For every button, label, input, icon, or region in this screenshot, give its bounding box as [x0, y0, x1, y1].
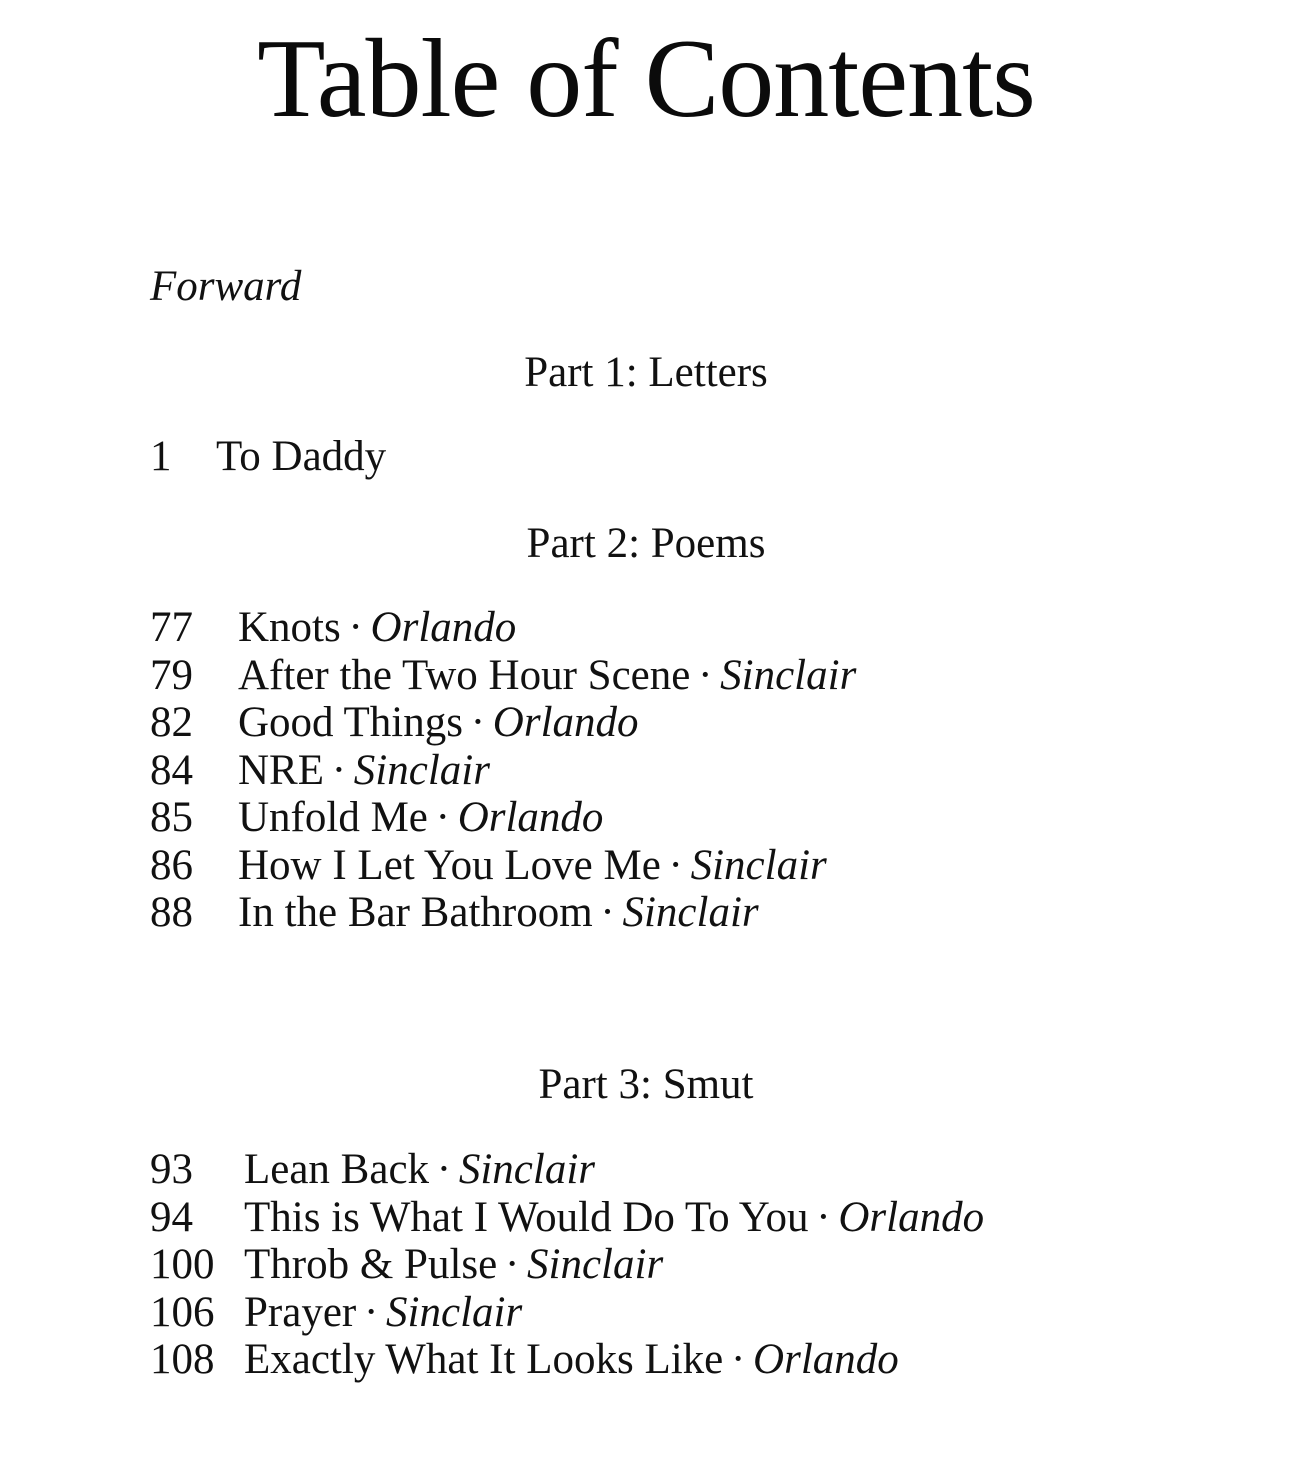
- entry-title: NRE: [238, 746, 324, 794]
- entry-author: Sinclair: [527, 1241, 664, 1288]
- entry-page-number: 108: [150, 1336, 215, 1383]
- part-3-heading: Part 3: Smut: [538, 1061, 754, 1108]
- toc-entry[interactable]: [150, 652, 856, 700]
- entry-page-number: 100: [150, 1241, 215, 1288]
- entry-title: Knots: [238, 604, 341, 651]
- entry-separator: ·: [348, 604, 363, 651]
- entry-page-number: 93: [150, 1146, 193, 1193]
- part-2-entries: [150, 604, 856, 937]
- toc-entry[interactable]: [150, 1146, 984, 1194]
- toc-entry[interactable]: [150, 747, 856, 795]
- entry-author: Orlando: [370, 604, 517, 651]
- entry-title: Unfold Me: [238, 794, 428, 841]
- entry-separator: ·: [668, 841, 683, 889]
- entry-page-number: 88: [150, 889, 193, 936]
- entry-separator: ·: [730, 1336, 746, 1383]
- entry-page-number: 77: [150, 604, 193, 651]
- entry-author: Sinclair: [458, 1146, 596, 1193]
- toc-entry[interactable]: [150, 1336, 984, 1384]
- entry-separator: ·: [363, 1288, 379, 1336]
- entry-title: Throb & Pulse: [244, 1241, 498, 1288]
- entry-title: This is What I Would Do To You: [244, 1193, 809, 1241]
- part-3-entries: [150, 1146, 984, 1384]
- entry-page-number: 86: [150, 841, 193, 889]
- entry-author: Sinclair: [720, 651, 857, 699]
- entry-title: Exactly What It Looks Like: [244, 1336, 724, 1383]
- toc-entry[interactable]: [150, 699, 856, 747]
- entry-title: Good Things: [238, 699, 463, 746]
- entry-author: Sinclair: [353, 746, 490, 794]
- part-1-heading: Part 1: Letters: [524, 349, 768, 396]
- toc-entry[interactable]: [150, 842, 856, 890]
- entry-page-number: 85: [150, 794, 193, 841]
- part-2-heading: Part 2: Poems: [526, 520, 766, 567]
- entry-page-number: 1: [150, 433, 172, 480]
- toc-entry[interactable]: [150, 604, 856, 652]
- toc-entry[interactable]: [150, 1241, 984, 1289]
- entry-author: Orlando: [457, 794, 604, 841]
- toc-entry[interactable]: [150, 794, 856, 842]
- entry-title: To Daddy: [216, 433, 387, 480]
- entry-page-number: 82: [150, 699, 193, 746]
- entry-separator: ·: [504, 1241, 520, 1288]
- entry-page-number: 94: [150, 1193, 193, 1241]
- entry-author: Sinclair: [622, 889, 759, 936]
- entry-page-number: 79: [150, 651, 193, 699]
- entry-author: Orlando: [753, 1336, 899, 1383]
- entry-title: Lean Back: [244, 1146, 430, 1193]
- entry-author: Orlando: [492, 699, 639, 746]
- page-title: Table of Contents: [257, 17, 1035, 141]
- toc-entry[interactable]: [150, 1289, 984, 1337]
- toc-entry[interactable]: [150, 889, 856, 937]
- entry-separator: ·: [816, 1193, 831, 1241]
- entry-title: After the Two Hour Scene: [238, 651, 691, 699]
- entry-page-number: 84: [150, 746, 193, 794]
- entry-author: Sinclair: [690, 841, 827, 889]
- part-1-entries: [150, 433, 386, 481]
- entry-title: In the Bar Bathroom: [238, 889, 593, 936]
- toc-entry[interactable]: [150, 433, 386, 481]
- entry-title: How I Let You Love Me: [238, 841, 661, 889]
- entry-separator: ·: [436, 1146, 452, 1193]
- entry-page-number: 106: [150, 1288, 215, 1336]
- entry-author: Sinclair: [386, 1288, 523, 1336]
- entry-author: Orlando: [838, 1193, 985, 1241]
- entry-separator: ·: [435, 794, 450, 841]
- entry-separator: ·: [470, 699, 486, 746]
- entry-separator: ·: [331, 746, 347, 794]
- entry-title: Prayer: [244, 1288, 357, 1336]
- entry-separator: ·: [600, 889, 615, 936]
- toc-entry[interactable]: [150, 1194, 984, 1242]
- forward-entry[interactable]: Forward: [150, 263, 302, 310]
- entry-separator: ·: [698, 651, 713, 699]
